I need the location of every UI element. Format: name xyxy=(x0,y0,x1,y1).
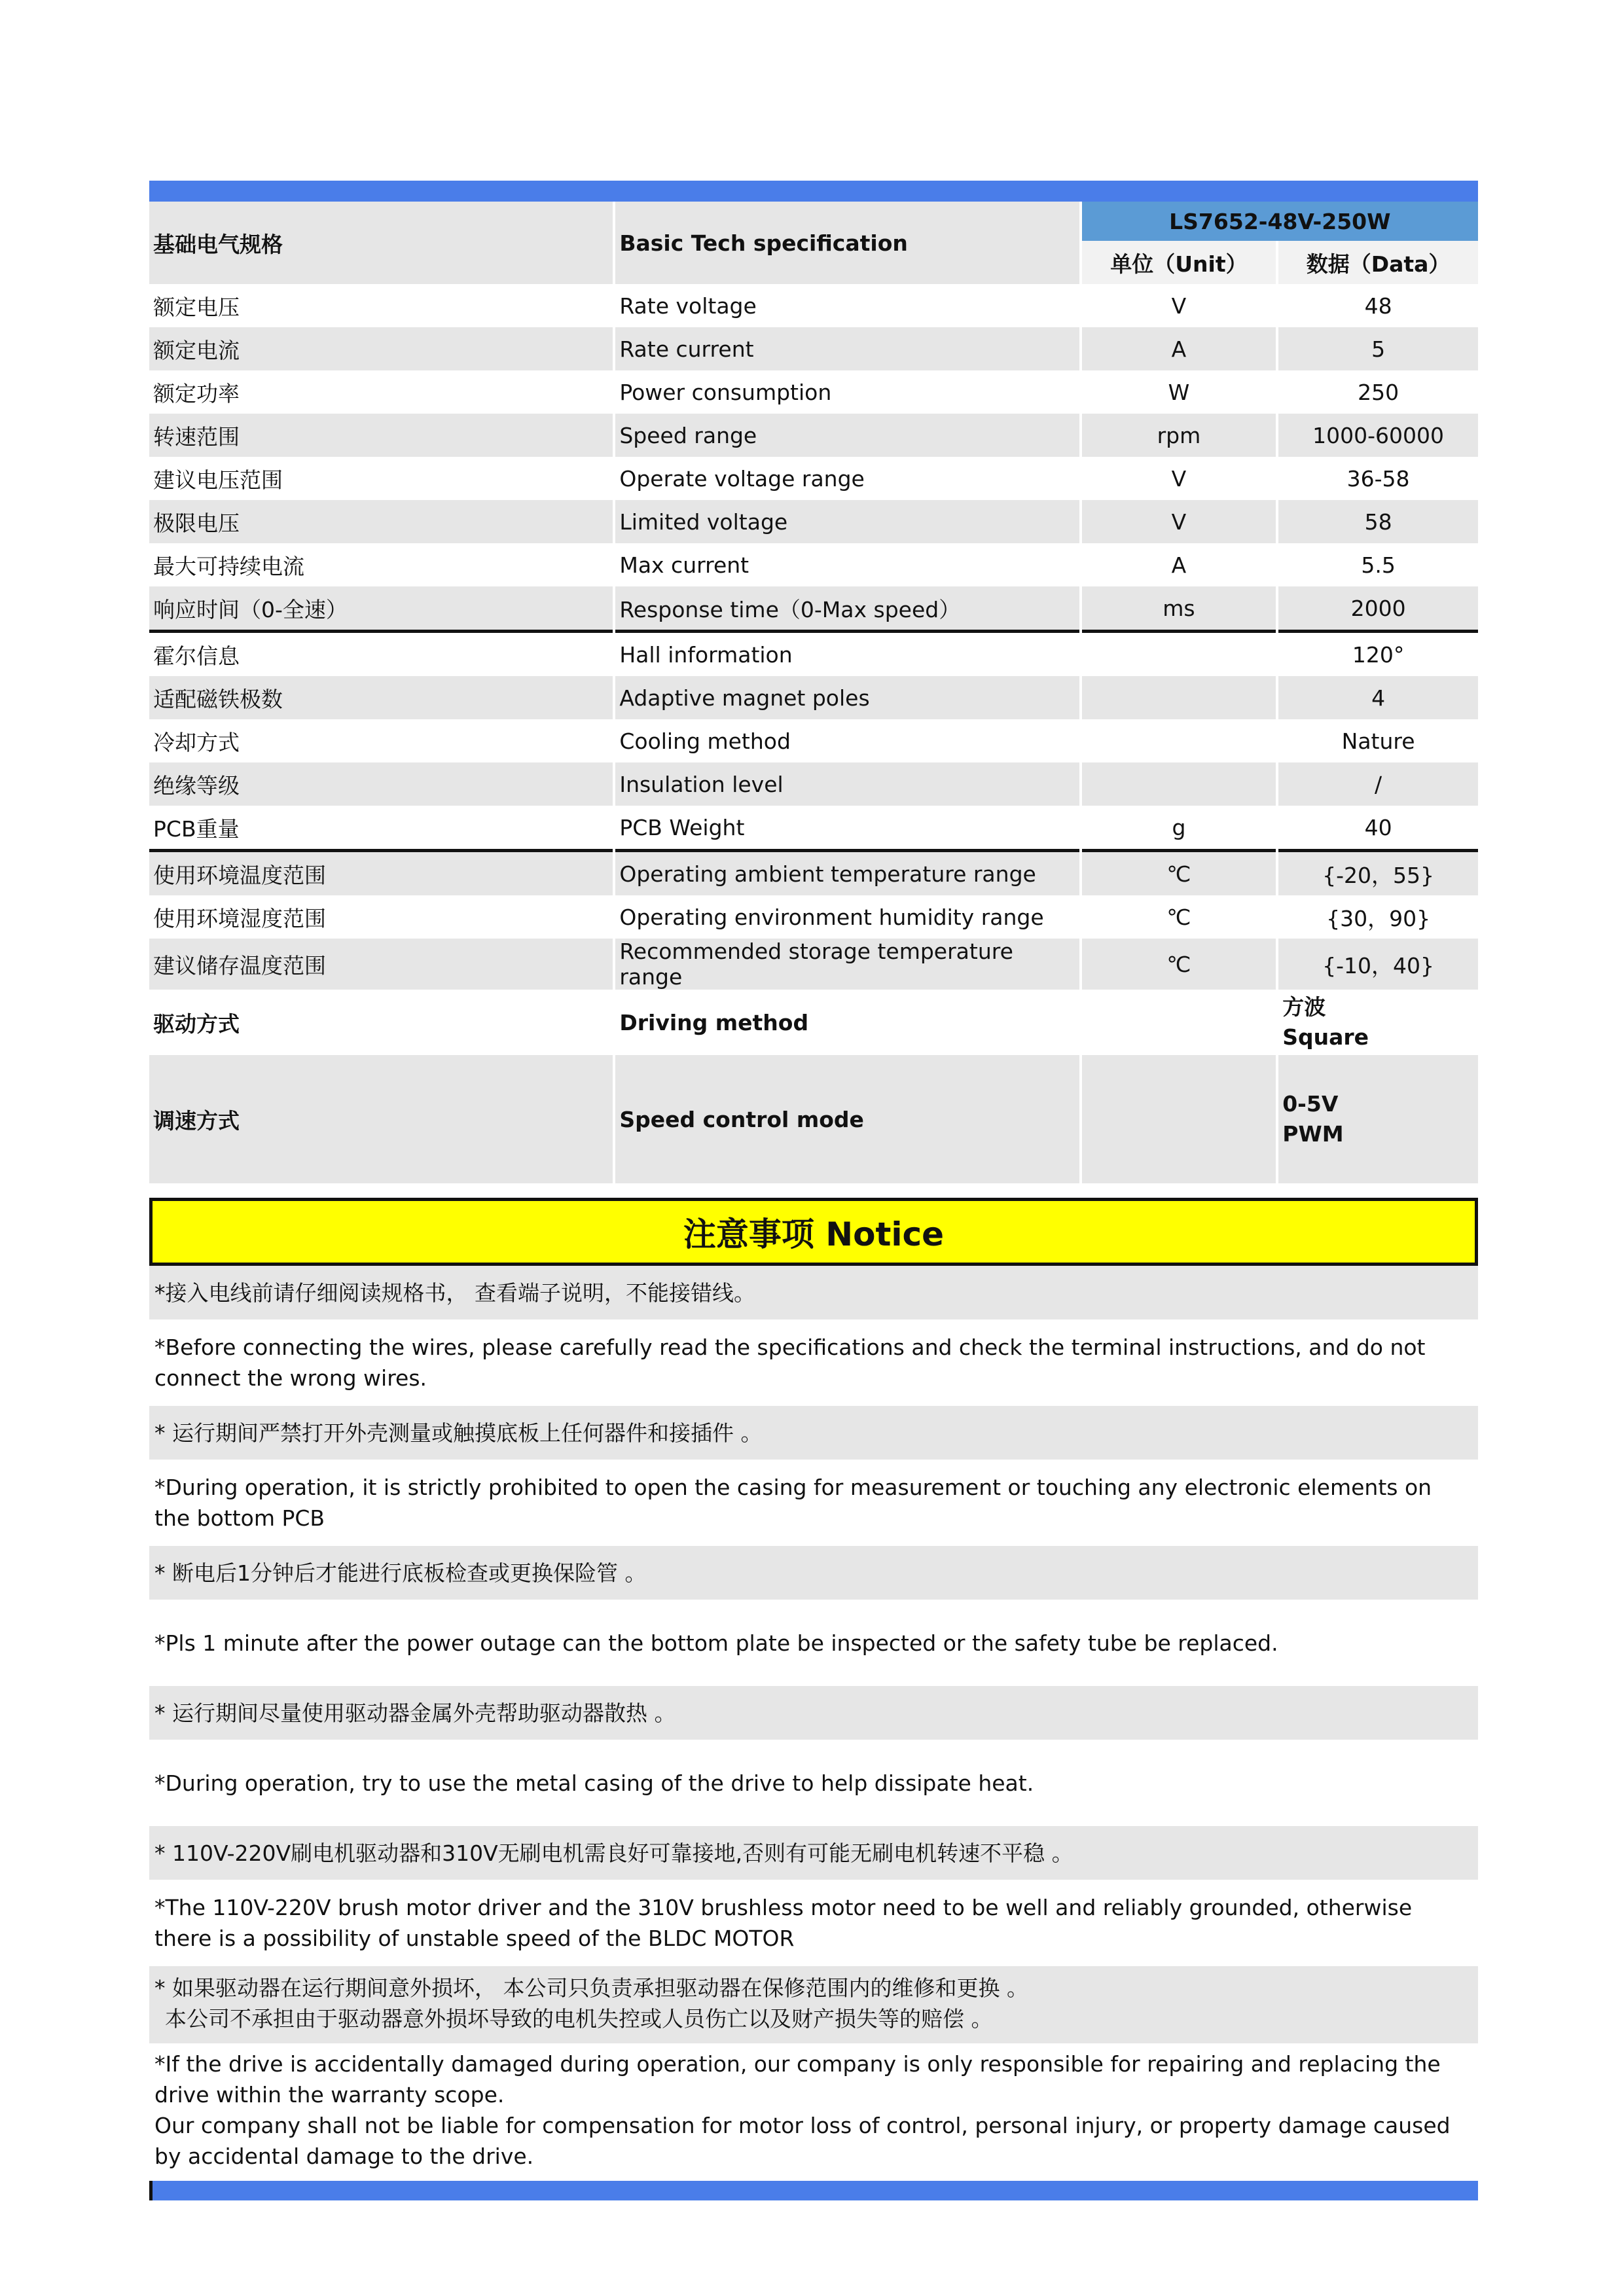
spec-en-cell: Cooling method xyxy=(615,719,1079,762)
spec-cn-cell: 极限电压 xyxy=(149,500,613,543)
spec-unit-cell: A xyxy=(1082,327,1276,370)
spec-unit-cell: V xyxy=(1082,284,1276,327)
speed-control-en: Speed control mode xyxy=(615,1055,1079,1183)
spec-cn-cell: 冷却方式 xyxy=(149,719,613,762)
driving-data-1: 方波 xyxy=(1282,994,1326,1020)
spec-data-cell: 4 xyxy=(1278,676,1478,719)
spec-cn-cell: 使用环境温度范围 xyxy=(149,849,613,895)
notice-item-cn-6 xyxy=(149,1966,1478,2043)
spec-unit-cell: W xyxy=(1082,370,1276,414)
notice-item-en-3: *Pls 1 minute after the power outage can the bottom plate be inspected or the safety tube be replaced. xyxy=(149,1600,1478,1686)
spec-data-cell: 120° xyxy=(1278,630,1478,676)
spec-row xyxy=(149,500,1478,543)
spec-row xyxy=(149,543,1478,586)
spec-data-cell: 1000-60000 xyxy=(1278,414,1478,457)
spec-en-cell: Operating environment humidity range xyxy=(615,895,1079,939)
spec-data-cell: 250 xyxy=(1278,370,1478,414)
spec-row xyxy=(149,327,1478,370)
driving-data xyxy=(1278,990,1478,1055)
spec-en-cell: Insulation level xyxy=(615,762,1079,806)
spec-cn-cell: 额定电压 xyxy=(149,284,613,327)
spec-data-cell: 58 xyxy=(1278,500,1478,543)
speed-control-data xyxy=(1278,1055,1478,1183)
spec-cn-cell: 霍尔信息 xyxy=(149,630,613,676)
spec-row xyxy=(149,849,1478,895)
speed-control-data-1: 0-5V xyxy=(1282,1091,1339,1117)
spec-data-cell: 40 xyxy=(1278,806,1478,849)
spec-en-cell: Operate voltage range xyxy=(615,457,1079,500)
spec-cn-cell: 适配磁铁极数 xyxy=(149,676,613,719)
spec-unit-cell: ℃ xyxy=(1082,895,1276,939)
spec-en-cell: Rate voltage xyxy=(615,284,1079,327)
spec-unit-cell xyxy=(1082,762,1276,806)
notice-title: 注意事项 Notice xyxy=(149,1198,1478,1266)
spec-row xyxy=(149,630,1478,676)
data-header: 数据（Data） xyxy=(1278,241,1478,284)
spec-en-cell: Adaptive magnet poles xyxy=(615,676,1079,719)
spec-rows xyxy=(149,284,1478,990)
model-name: LS7652-48V-250W xyxy=(1082,202,1478,241)
spec-unit-cell: ℃ xyxy=(1082,939,1276,990)
spec-en-cell: Hall information xyxy=(615,630,1079,676)
spec-data-cell: Nature xyxy=(1278,719,1478,762)
spec-cn-cell: 响应时间（0-全速） xyxy=(149,586,613,630)
driving-data-2: Square xyxy=(1282,1024,1369,1050)
spec-row xyxy=(149,719,1478,762)
spec-cn-cell: 最大可持续电流 xyxy=(149,543,613,586)
notice-item-cn-2: * 运行期间严禁打开外壳测量或触摸底板上任何器件和接插件 。 xyxy=(149,1406,1478,1460)
spec-en-cell: Max current xyxy=(615,543,1079,586)
spec-row xyxy=(149,676,1478,719)
notice-item-en-4: *During operation, try to use the metal casing of the drive to help dissipate heat. xyxy=(149,1740,1478,1826)
spec-en-cell: PCB Weight xyxy=(615,806,1079,849)
speed-control-data-2: PWM xyxy=(1282,1121,1344,1147)
spec-en-cell: Recommended storage temperature range xyxy=(615,939,1079,990)
spec-data-cell: 2000 xyxy=(1278,586,1478,630)
spec-data-cell: {-10，40} xyxy=(1278,939,1478,990)
spec-unit-cell xyxy=(1082,676,1276,719)
spec-data-cell: {-20，55} xyxy=(1278,849,1478,895)
notice-item-cn-3: * 断电后1分钟后才能进行底板检查或更换保险管 。 xyxy=(149,1546,1478,1600)
driving-en: Driving method xyxy=(615,990,1079,1055)
notice-item-en-5: *The 110V-220V brush motor driver and the 310V brushless motor need to be well and reliably grounded, otherwise there is a possibility of unstable speed of the BLDC MOTOR xyxy=(149,1880,1478,1966)
spec-unit-cell xyxy=(1082,719,1276,762)
spec-row xyxy=(149,414,1478,457)
spec-unit-cell: A xyxy=(1082,543,1276,586)
driving-unit xyxy=(1082,990,1276,1055)
notice-item-cn-1: *接入电线前请仔细阅读规格书， 查看端子说明，不能接错线。 xyxy=(149,1266,1478,1319)
spec-data-cell: 5.5 xyxy=(1278,543,1478,586)
notice-item-cn-5: * 110V-220V刷电机驱动器和310V无刷电机需良好可靠接地,否则有可能无刷电机转速不平稳 。 xyxy=(149,1826,1478,1880)
spec-row xyxy=(149,370,1478,414)
speed-control-unit xyxy=(1082,1055,1276,1183)
spec-cn-cell: 建议电压范围 xyxy=(149,457,613,500)
spec-row xyxy=(149,895,1478,939)
spec-unit-cell: ℃ xyxy=(1082,849,1276,895)
spec-row xyxy=(149,762,1478,806)
spec-en-cell: Power consumption xyxy=(615,370,1079,414)
speed-control-cn: 调速方式 xyxy=(149,1055,613,1183)
spec-cn-cell: 转速范围 xyxy=(149,414,613,457)
spec-header-row xyxy=(149,202,1478,241)
spec-unit-cell: ms xyxy=(1082,586,1276,630)
spec-unit-cell: rpm xyxy=(1082,414,1276,457)
notice-item-cn-4: * 运行期间尽量使用驱动器金属外壳帮助驱动器散热 。 xyxy=(149,1686,1478,1740)
spec-data-cell: 48 xyxy=(1278,284,1478,327)
spec-unit-cell: V xyxy=(1082,457,1276,500)
spec-data-cell: {30，90} xyxy=(1278,895,1478,939)
spec-table xyxy=(147,202,1481,1183)
spec-cn-cell: PCB重量 xyxy=(149,806,613,849)
spec-row xyxy=(149,806,1478,849)
header-en: Basic Tech specification xyxy=(615,202,1079,284)
spec-en-cell: Operating ambient temperature range xyxy=(615,849,1079,895)
spec-cn-cell: 额定功率 xyxy=(149,370,613,414)
bottom-accent-bar xyxy=(149,2181,1478,2200)
notice-item-en-6 xyxy=(149,2043,1478,2181)
notice-item-en-1: *Before connecting the wires, please carefully read the specifications and check the terminal instructions, and do not connect the wrong wires. xyxy=(149,1319,1478,1406)
spec-unit-cell: V xyxy=(1082,500,1276,543)
spec-row xyxy=(149,284,1478,327)
spec-en-cell: Rate current xyxy=(615,327,1079,370)
spec-data-cell: 5 xyxy=(1278,327,1478,370)
notice-item-en-6-line1: *If the drive is accidentally damaged during operation, our company is only responsible for repairing and replacing the drive within the warranty scope. xyxy=(154,2051,1441,2108)
spec-sheet xyxy=(149,181,1478,2200)
spec-en-cell: Speed range xyxy=(615,414,1079,457)
notice-item-cn-6-line1: * 如果驱动器在运行期间意外损坏， 本公司只负责承担驱动器在保修范围内的维修和更换 。 xyxy=(154,1975,1028,2001)
spec-cn-cell: 建议储存温度范围 xyxy=(149,939,613,990)
spec-data-cell: 36-58 xyxy=(1278,457,1478,500)
spec-row xyxy=(149,939,1478,990)
spec-en-cell: Limited voltage xyxy=(615,500,1079,543)
spec-unit-cell: g xyxy=(1082,806,1276,849)
notice-item-en-2: *During operation, it is strictly prohibited to open the casing for measurement or touching any electronic elements on the bottom PCB xyxy=(149,1460,1478,1546)
top-accent-bar xyxy=(149,181,1478,202)
notice-item-en-6-line2: Our company shall not be liable for compensation for motor loss of control, personal injury, or property damage caused by accidental damage to the drive. xyxy=(154,2113,1451,2169)
spec-row xyxy=(149,586,1478,630)
notice-list xyxy=(149,1266,1478,1966)
spec-data-cell: / xyxy=(1278,762,1478,806)
header-cn: 基础电气规格 xyxy=(149,202,613,284)
notice-item-cn-6-line2: 本公司不承担由于驱动器意外损坏导致的电机失控或人员伤亡以及财产损失等的赔偿 。 xyxy=(165,2006,993,2032)
spec-cn-cell: 使用环境湿度范围 xyxy=(149,895,613,939)
spec-en-cell: Response time（0-Max speed） xyxy=(615,586,1079,630)
spec-cn-cell: 额定电流 xyxy=(149,327,613,370)
spec-unit-cell xyxy=(1082,630,1276,676)
spec-cn-cell: 绝缘等级 xyxy=(149,762,613,806)
driving-method-row xyxy=(149,990,1478,1055)
driving-cn: 驱动方式 xyxy=(149,990,613,1055)
unit-header: 单位（Unit） xyxy=(1082,241,1276,284)
speed-control-row xyxy=(149,1055,1478,1183)
spec-row xyxy=(149,457,1478,500)
